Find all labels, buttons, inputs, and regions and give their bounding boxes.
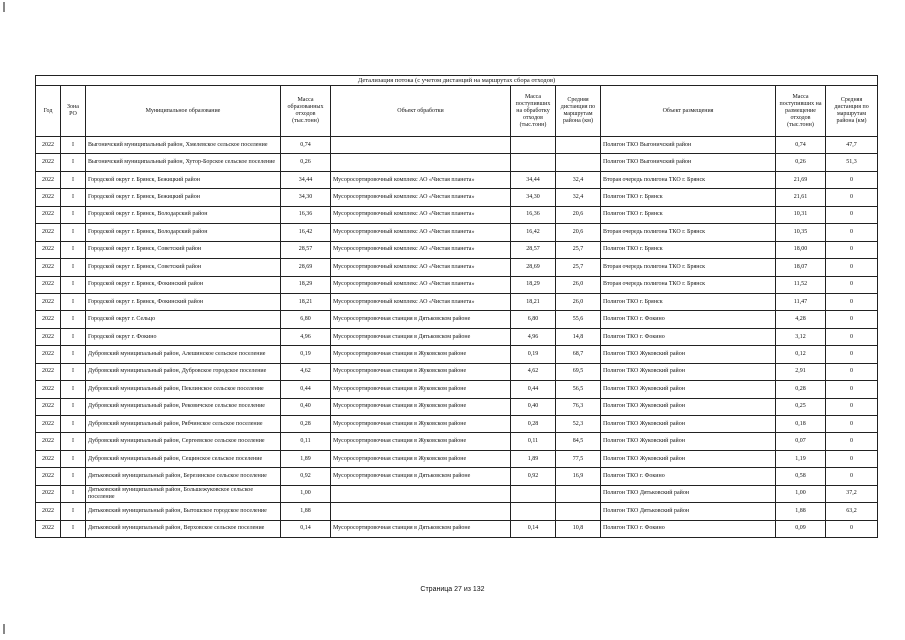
table-cell: I bbox=[61, 485, 86, 502]
table-cell: 34,44 bbox=[281, 171, 331, 188]
table-cell: 52,3 bbox=[556, 416, 601, 433]
table-cell: 34,30 bbox=[511, 189, 556, 206]
table-cell: Вторая очередь полигона ТКО г. Брянск bbox=[601, 171, 776, 188]
table-cell: 0,74 bbox=[776, 137, 826, 154]
table-cell: 84,5 bbox=[556, 433, 601, 450]
table-cell: 6,80 bbox=[511, 311, 556, 328]
table-cell: I bbox=[61, 381, 86, 398]
table-cell: 1,19 bbox=[776, 450, 826, 467]
table-cell: 0,14 bbox=[511, 520, 556, 537]
table-row bbox=[36, 398, 878, 415]
table-cell: 2022 bbox=[36, 416, 61, 433]
table-cell: Городской округ г. Фокино bbox=[86, 328, 281, 345]
table-cell: Дубровский муниципальный район, Пеклинское сельское поселение bbox=[86, 381, 281, 398]
table-cell: Мусоросортировочная станция в Жуковском районе bbox=[331, 346, 511, 363]
table-cell: 1,00 bbox=[281, 485, 331, 502]
table-cell: 2022 bbox=[36, 520, 61, 537]
table-cell: I bbox=[61, 171, 86, 188]
table-row bbox=[36, 381, 878, 398]
table-cell: 18,07 bbox=[776, 259, 826, 276]
table-cell: 0,92 bbox=[281, 468, 331, 485]
table-cell: 21,69 bbox=[776, 171, 826, 188]
column-header: Муниципальное образование bbox=[86, 86, 281, 137]
table-cell: 0,28 bbox=[281, 416, 331, 433]
table-cell: 4,62 bbox=[511, 363, 556, 380]
table-cell: Мусоросортировочный комплекс АО «Чистая планета» bbox=[331, 206, 511, 223]
table-cell: Полигон ТКО г. Брянск bbox=[601, 189, 776, 206]
table-cell: Мусоросортировочный комплекс АО «Чистая планета» bbox=[331, 189, 511, 206]
table-cell: Вторая очередь полигона ТКО г. Брянск bbox=[601, 276, 776, 293]
table-cell: I bbox=[61, 259, 86, 276]
table-cell: 18,29 bbox=[511, 276, 556, 293]
table-cell: 2022 bbox=[36, 293, 61, 310]
table-cell: 2022 bbox=[36, 189, 61, 206]
table-cell: 28,69 bbox=[281, 259, 331, 276]
table-cell: 6,80 bbox=[281, 311, 331, 328]
table-cell: 2022 bbox=[36, 259, 61, 276]
column-header: Средняя дистанция по маршрутам района (км) bbox=[826, 86, 878, 137]
table-cell: Дубровский муниципальный район, Рековичское сельское поселение bbox=[86, 398, 281, 415]
table-cell: I bbox=[61, 311, 86, 328]
table-cell: 0 bbox=[826, 206, 878, 223]
table-cell: 0,11 bbox=[511, 433, 556, 450]
table-row bbox=[36, 503, 878, 520]
table-cell: 2022 bbox=[36, 346, 61, 363]
table-cell: Полигон ТКО Выгоничский район bbox=[601, 137, 776, 154]
table-cell: I bbox=[61, 468, 86, 485]
table-cell: 51,3 bbox=[826, 154, 878, 171]
table-cell: Мусоросортировочный комплекс АО «Чистая планета» bbox=[331, 241, 511, 258]
table-cell: 34,30 bbox=[281, 189, 331, 206]
table-cell: 0 bbox=[826, 363, 878, 380]
table-cell: Полигон ТКО Дятьковский район bbox=[601, 485, 776, 502]
table-cell: 0,14 bbox=[281, 520, 331, 537]
table-cell: 0,12 bbox=[776, 346, 826, 363]
table-cell: Мусоросортировочная станция в Жуковском районе bbox=[331, 450, 511, 467]
table-header-row bbox=[36, 86, 878, 137]
table-cell: 0 bbox=[826, 346, 878, 363]
table-cell: 4,62 bbox=[281, 363, 331, 380]
table-cell: 10,31 bbox=[776, 206, 826, 223]
column-header: Объект размещения bbox=[601, 86, 776, 137]
table-cell: Городской округ г. Брянск, Бежицкий район bbox=[86, 189, 281, 206]
table-cell: Полигон ТКО Жуковский район bbox=[601, 450, 776, 467]
table-cell: 18,21 bbox=[511, 293, 556, 310]
table-cell: Полигон ТКО Жуковский район bbox=[601, 433, 776, 450]
table-cell: 0,40 bbox=[511, 398, 556, 415]
table-cell: 34,44 bbox=[511, 171, 556, 188]
table-cell: Дятьковский муниципальный район, Бытошское городское поселение bbox=[86, 503, 281, 520]
table-cell: Мусоросортировочный комплекс АО «Чистая планета» bbox=[331, 276, 511, 293]
table-row bbox=[36, 363, 878, 380]
table-cell: 32,4 bbox=[556, 189, 601, 206]
table-row bbox=[36, 259, 878, 276]
table-cell: 2022 bbox=[36, 503, 61, 520]
margin-mark bbox=[3, 624, 5, 634]
table-cell bbox=[511, 154, 556, 171]
table-cell: 0 bbox=[826, 398, 878, 415]
table-cell: Полигон ТКО Жуковский район bbox=[601, 346, 776, 363]
table-cell: Городской округ г. Брянск, Володарский район bbox=[86, 224, 281, 241]
table-row bbox=[36, 189, 878, 206]
column-header: Объект обработки bbox=[331, 86, 511, 137]
table-cell: 4,28 bbox=[776, 311, 826, 328]
table-cell bbox=[331, 137, 511, 154]
table-cell: 16,42 bbox=[511, 224, 556, 241]
table-cell: Полигон ТКО Жуковский район bbox=[601, 398, 776, 415]
table-cell: 28,57 bbox=[281, 241, 331, 258]
table-cell: Полигон ТКО г. Брянск bbox=[601, 241, 776, 258]
table-cell: Полигон ТКО г. Брянск bbox=[601, 293, 776, 310]
table-cell: 77,5 bbox=[556, 450, 601, 467]
table-cell: 2022 bbox=[36, 468, 61, 485]
table-cell: 3,12 bbox=[776, 328, 826, 345]
table-cell: I bbox=[61, 137, 86, 154]
table-row bbox=[36, 450, 878, 467]
table-cell: 16,9 bbox=[556, 468, 601, 485]
table-cell: I bbox=[61, 433, 86, 450]
table-caption: Детализация потока (с учетом дистанций на маршрутах сбора отходов) bbox=[36, 76, 878, 86]
table-cell: 2022 bbox=[36, 433, 61, 450]
table-cell: 18,21 bbox=[281, 293, 331, 310]
table-cell: 0 bbox=[826, 259, 878, 276]
table-cell: 0,07 bbox=[776, 433, 826, 450]
column-header: Масса поступивших на обработку отходов (тыс.тонн) bbox=[511, 86, 556, 137]
table-cell: Мусоросортировочная станция в Дятьковском районе bbox=[331, 328, 511, 345]
table-cell: Полигон ТКО Жуковский район bbox=[601, 416, 776, 433]
table-cell: 0,26 bbox=[281, 154, 331, 171]
table-cell: 0,58 bbox=[776, 468, 826, 485]
table-cell: 2022 bbox=[36, 154, 61, 171]
table-row bbox=[36, 171, 878, 188]
table-cell: 25,7 bbox=[556, 241, 601, 258]
table-cell: 2022 bbox=[36, 241, 61, 258]
table-cell: 2022 bbox=[36, 206, 61, 223]
table-cell: 18,29 bbox=[281, 276, 331, 293]
waste-flow-table bbox=[35, 75, 878, 538]
table-row bbox=[36, 241, 878, 258]
table-cell: Полигон ТКО г. Брянск bbox=[601, 206, 776, 223]
table-cell: Городской округ г. Брянск, Бежицкий район bbox=[86, 171, 281, 188]
table-cell: Мусоросортировочная станция в Дятьковском районе bbox=[331, 520, 511, 537]
table-cell: Полигон ТКО Выгоничский район bbox=[601, 154, 776, 171]
table-cell: Вторая очередь полигона ТКО г. Брянск bbox=[601, 259, 776, 276]
table-cell: Дубровский муниципальный район, Алешинское сельское поселение bbox=[86, 346, 281, 363]
table-cell: I bbox=[61, 416, 86, 433]
table-cell: 0,28 bbox=[776, 381, 826, 398]
table-cell: 0 bbox=[826, 224, 878, 241]
table-cell: Полигон ТКО Жуковский район bbox=[601, 381, 776, 398]
table-cell: 2022 bbox=[36, 381, 61, 398]
table-cell: 20,6 bbox=[556, 206, 601, 223]
table-cell: Мусоросортировочная станция в Жуковском районе bbox=[331, 416, 511, 433]
table-cell bbox=[331, 503, 511, 520]
table-cell: Мусоросортировочный комплекс АО «Чистая планета» bbox=[331, 259, 511, 276]
table-cell: Мусоросортировочный комплекс АО «Чистая планета» bbox=[331, 224, 511, 241]
table-cell: 0,18 bbox=[776, 416, 826, 433]
table-cell: Городской округ г. Брянск, Советский район bbox=[86, 241, 281, 258]
table-cell: I bbox=[61, 328, 86, 345]
table-cell: Полигон ТКО г. Фокино bbox=[601, 520, 776, 537]
table-cell: Полигон ТКО г. Фокино bbox=[601, 468, 776, 485]
table-cell: 16,36 bbox=[281, 206, 331, 223]
table-cell: Полигон ТКО Дятьковский район bbox=[601, 503, 776, 520]
table-cell: 18,00 bbox=[776, 241, 826, 258]
table-cell: Дятьковский муниципальный район, Большежуковское сельское поселение bbox=[86, 485, 281, 502]
table-cell: 37,2 bbox=[826, 485, 878, 502]
table-cell: I bbox=[61, 503, 86, 520]
table-cell: 76,3 bbox=[556, 398, 601, 415]
table-cell: 0,26 bbox=[776, 154, 826, 171]
table-row bbox=[36, 293, 878, 310]
table-row bbox=[36, 468, 878, 485]
table-cell: 0 bbox=[826, 171, 878, 188]
table-cell: I bbox=[61, 241, 86, 258]
table-cell: 2022 bbox=[36, 328, 61, 345]
page-number: Страница 27 из 132 bbox=[420, 586, 485, 593]
table-cell: 0 bbox=[826, 433, 878, 450]
table-row bbox=[36, 206, 878, 223]
table-cell bbox=[556, 154, 601, 171]
table-cell: Дубровский муниципальный район, Сещинское сельское поселение bbox=[86, 450, 281, 467]
table-cell: 32,4 bbox=[556, 171, 601, 188]
table-cell: 14,8 bbox=[556, 328, 601, 345]
table-row bbox=[36, 433, 878, 450]
table-cell bbox=[511, 485, 556, 502]
table-cell: Полигон ТКО г. Фокино bbox=[601, 311, 776, 328]
table-row bbox=[36, 276, 878, 293]
table-cell: Городской округ г. Брянск, Фокинский район bbox=[86, 276, 281, 293]
table-cell: Мусоросортировочная станция в Жуковском районе bbox=[331, 398, 511, 415]
table-cell: 1,89 bbox=[511, 450, 556, 467]
table-cell: I bbox=[61, 398, 86, 415]
table-cell: 0,19 bbox=[511, 346, 556, 363]
table-cell: Полигон ТКО Жуковский район bbox=[601, 363, 776, 380]
table-cell: 11,47 bbox=[776, 293, 826, 310]
table-cell: 0,92 bbox=[511, 468, 556, 485]
table-cell: 0 bbox=[826, 189, 878, 206]
table-cell: 0 bbox=[826, 293, 878, 310]
table-cell: 0 bbox=[826, 311, 878, 328]
table-row bbox=[36, 224, 878, 241]
table-cell: Выгоничский муниципальный район, Хутор-Борское сельское поселение bbox=[86, 154, 281, 171]
table-cell: I bbox=[61, 224, 86, 241]
table-cell: 68,7 bbox=[556, 346, 601, 363]
table-cell: Полигон ТКО г. Фокино bbox=[601, 328, 776, 345]
table-body bbox=[36, 137, 878, 538]
table-cell: 4,96 bbox=[281, 328, 331, 345]
table-cell bbox=[556, 137, 601, 154]
table-cell: 1,88 bbox=[281, 503, 331, 520]
table-cell: Дубровский муниципальный район, Сергеевское сельское поселение bbox=[86, 433, 281, 450]
table-cell: 2022 bbox=[36, 137, 61, 154]
table-row bbox=[36, 346, 878, 363]
table-cell bbox=[511, 137, 556, 154]
table-cell: 2022 bbox=[36, 450, 61, 467]
table-cell: 20,6 bbox=[556, 224, 601, 241]
table-cell: I bbox=[61, 276, 86, 293]
table-cell: 0,40 bbox=[281, 398, 331, 415]
table-cell: 11,52 bbox=[776, 276, 826, 293]
table-cell: Мусоросортировочный комплекс АО «Чистая планета» bbox=[331, 293, 511, 310]
table-cell: 10,8 bbox=[556, 520, 601, 537]
table-cell: Городской округ г. Брянск, Володарский район bbox=[86, 206, 281, 223]
table-cell: 0 bbox=[826, 381, 878, 398]
table-row bbox=[36, 328, 878, 345]
table-cell: I bbox=[61, 189, 86, 206]
table-cell: 16,42 bbox=[281, 224, 331, 241]
table-row bbox=[36, 311, 878, 328]
table-cell: 0,11 bbox=[281, 433, 331, 450]
table-cell: 0,28 bbox=[511, 416, 556, 433]
table-cell: Дятьковский муниципальный район, Березинское сельское поселение bbox=[86, 468, 281, 485]
table-cell: I bbox=[61, 450, 86, 467]
table-cell: 2022 bbox=[36, 171, 61, 188]
table-cell: 2022 bbox=[36, 276, 61, 293]
table-cell: 0,25 bbox=[776, 398, 826, 415]
table-cell bbox=[331, 485, 511, 502]
table-cell: Дятьковский муниципальный район, Верховское сельское поселение bbox=[86, 520, 281, 537]
table-cell: 0,19 bbox=[281, 346, 331, 363]
table-cell: Мусоросортировочная станция в Жуковском районе bbox=[331, 433, 511, 450]
table-cell: 2,91 bbox=[776, 363, 826, 380]
table-cell: 0,44 bbox=[281, 381, 331, 398]
table-cell: I bbox=[61, 206, 86, 223]
table-cell: 1,00 bbox=[776, 485, 826, 502]
table-cell: I bbox=[61, 363, 86, 380]
table-cell: Мусоросортировочная станция в Жуковском районе bbox=[331, 363, 511, 380]
table-cell: 0,44 bbox=[511, 381, 556, 398]
table-cell: 2022 bbox=[36, 485, 61, 502]
table-cell: 16,36 bbox=[511, 206, 556, 223]
table-cell: Мусоросортировочная станция в Жуковском районе bbox=[331, 381, 511, 398]
table-cell: Дубровский муниципальный район, Дубровское городское поселение bbox=[86, 363, 281, 380]
table-cell: 4,96 bbox=[511, 328, 556, 345]
table-row bbox=[36, 137, 878, 154]
margin-mark bbox=[3, 2, 5, 12]
table-cell: I bbox=[61, 154, 86, 171]
table-cell: 0 bbox=[826, 520, 878, 537]
table-cell: 0 bbox=[826, 416, 878, 433]
table-cell: 0 bbox=[826, 276, 878, 293]
table-cell: 0 bbox=[826, 241, 878, 258]
table-cell: 10,35 bbox=[776, 224, 826, 241]
table-cell: Мусоросортировочная станция в Дятьковском районе bbox=[331, 468, 511, 485]
table-cell: 2022 bbox=[36, 224, 61, 241]
column-header: Масса поступивших на размещение отходов (тыс.тонн) bbox=[776, 86, 826, 137]
column-header: Средняя дистанция по маршрутам района (км) bbox=[556, 86, 601, 137]
table-cell: I bbox=[61, 293, 86, 310]
table-cell: 2022 bbox=[36, 363, 61, 380]
table-cell: I bbox=[61, 520, 86, 537]
column-header: Зона РО bbox=[61, 86, 86, 137]
table-cell: Дубровский муниципальный район, Рябчинское сельское поселение bbox=[86, 416, 281, 433]
table-cell bbox=[556, 503, 601, 520]
table-cell: Городской округ г. Сельцо bbox=[86, 311, 281, 328]
table-cell: 2022 bbox=[36, 311, 61, 328]
table-cell: 28,69 bbox=[511, 259, 556, 276]
column-header: Масса образованных отходов (тыс.тонн) bbox=[281, 86, 331, 137]
table-row bbox=[36, 520, 878, 537]
table-cell: 0,09 bbox=[776, 520, 826, 537]
table-cell: Мусоросортировочная станция в Дятьковском районе bbox=[331, 311, 511, 328]
table-cell: 56,5 bbox=[556, 381, 601, 398]
table-cell: 1,89 bbox=[281, 450, 331, 467]
table-cell: Городской округ г. Брянск, Советский район bbox=[86, 259, 281, 276]
table-cell bbox=[511, 503, 556, 520]
table-cell: 1,88 bbox=[776, 503, 826, 520]
table-cell: 26,0 bbox=[556, 293, 601, 310]
table-cell: 2022 bbox=[36, 398, 61, 415]
table-cell: 25,7 bbox=[556, 259, 601, 276]
column-header: Год bbox=[36, 86, 61, 137]
table-cell bbox=[556, 485, 601, 502]
table-cell: 69,5 bbox=[556, 363, 601, 380]
table-cell: Мусоросортировочный комплекс АО «Чистая планета» bbox=[331, 171, 511, 188]
table-cell bbox=[331, 154, 511, 171]
table-cell: 28,57 bbox=[511, 241, 556, 258]
table-cell: 0 bbox=[826, 328, 878, 345]
table-cell: 47,7 bbox=[826, 137, 878, 154]
table-row bbox=[36, 485, 878, 502]
table-row bbox=[36, 416, 878, 433]
table-cell: 21,61 bbox=[776, 189, 826, 206]
table-cell: Вторая очередь полигона ТКО г. Брянск bbox=[601, 224, 776, 241]
table-cell: I bbox=[61, 346, 86, 363]
table-cell: 0 bbox=[826, 450, 878, 467]
table-row bbox=[36, 154, 878, 171]
table-cell: 0 bbox=[826, 468, 878, 485]
table-cell: 63,2 bbox=[826, 503, 878, 520]
table-cell: Выгоничский муниципальный район, Хмелевское сельское поселение bbox=[86, 137, 281, 154]
table-cell: 26,0 bbox=[556, 276, 601, 293]
table-cell: Городской округ г. Брянск, Фокинский район bbox=[86, 293, 281, 310]
table-cell: 55,6 bbox=[556, 311, 601, 328]
table-cell: 0,74 bbox=[281, 137, 331, 154]
